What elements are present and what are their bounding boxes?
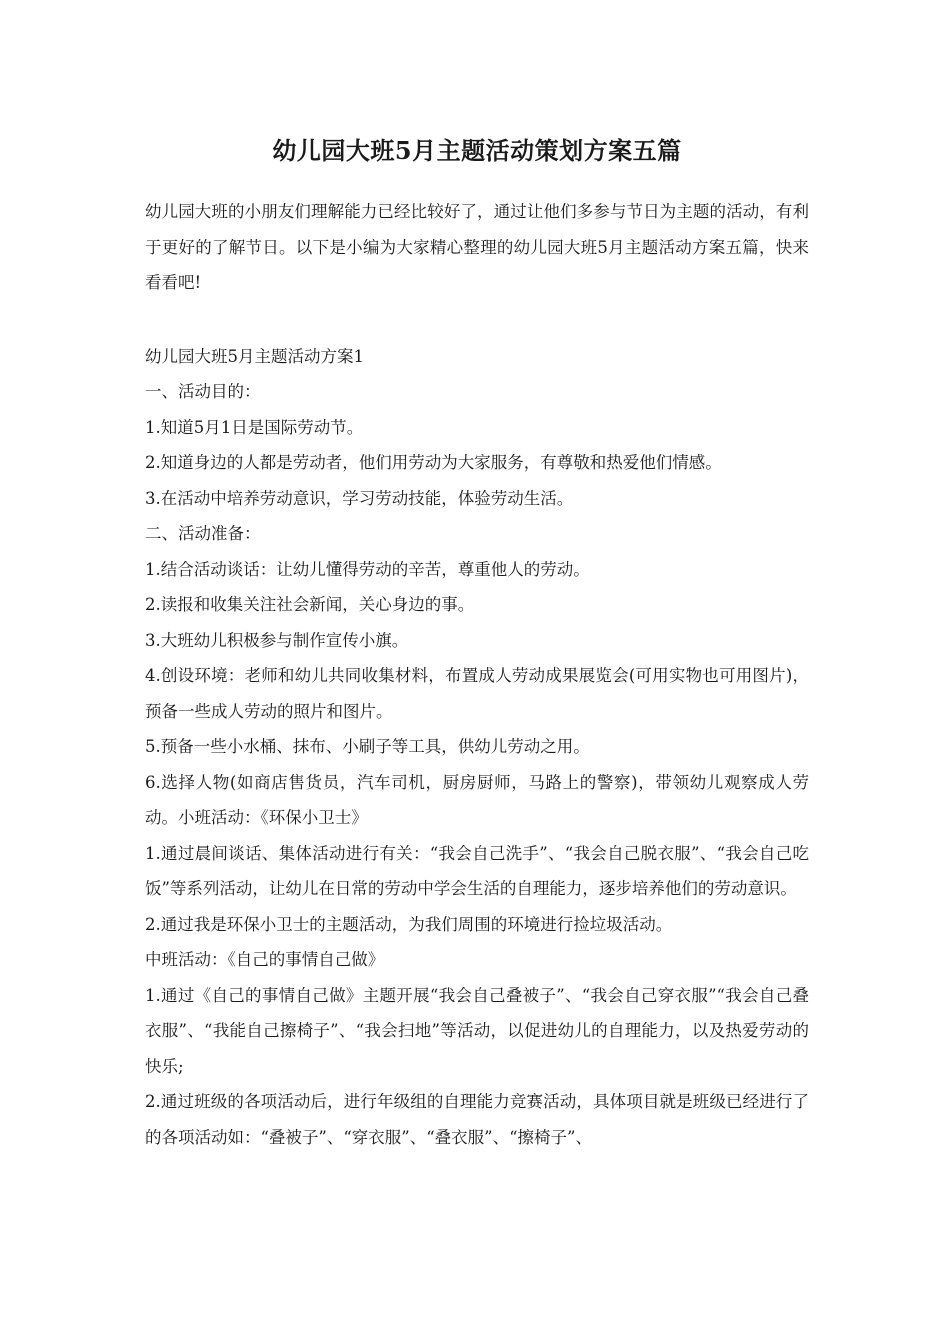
subheading-middle-class: 中班活动：《自己的事情自己做》 <box>145 950 385 969</box>
list-item: 2.通过班级的各项活动后，进行年级组的自理能力竞赛活动，具体项目就是班级已经进行了的各项活动如：“叠被子”、“穿衣服”、“叠衣服”、“擦椅子”、 <box>145 1092 809 1147</box>
list-item: 4.创设环境：老师和幼儿共同收集材料，布置成人劳动成果展览会(可用实物也可用图片)，预备一些成人劳动的照片和图片。 <box>145 666 809 721</box>
subheading-preparation: 二、活动准备： <box>145 524 261 543</box>
subheading-purpose: 一、活动目的： <box>145 382 261 401</box>
list-item: 6.选择人物(如商店售货员，汽车司机，厨房厨师，马路上的警察)，带领幼儿观察成人劳动。小班活动：《环保小卫士》 <box>145 772 809 827</box>
intro-paragraph: 幼儿园大班的小朋友们理解能力已经比较好了，通过让他们多参与节日为主题的活动，有利于更好的了解节日。以下是小编为大家精心整理的幼儿园大班5月主题活动方案五篇，快来看看吧! <box>145 202 809 292</box>
document-page <box>145 120 809 1155</box>
list-item: 1.结合活动谈话：让幼儿懂得劳动的辛苦，尊重他人的劳动。 <box>145 559 590 579</box>
list-item: 1.知道5月1日是国际劳动节。 <box>145 417 364 437</box>
list-item: 2.知道身边的人都是劳动者，他们用劳动为大家服务，有尊敬和热爱他们情感。 <box>145 453 722 472</box>
list-item: 5.预备一些小水桶、抹布、小刷子等工具，供幼儿劳动之用。 <box>145 737 590 756</box>
list-item: 3.大班幼儿积极参与制作宣传小旗。 <box>145 630 409 650</box>
list-item: 3.在活动中培养劳动意识，学习劳动技能，体验劳动生活。 <box>145 488 574 508</box>
list-item: 1.通过《自己的事情自己做》主题开展“我会自己叠被子”、“我会自己穿衣服”“我会自己叠衣服”、“我能自己擦椅子”、“我会扫地”等活动，以促进幼儿的自理能力，以及热爱劳动的快乐; <box>145 985 809 1076</box>
list-item: 2.通过我是环保小卫士的主题活动，为我们周围的环境进行捡垃圾活动。 <box>145 914 673 934</box>
document-title: 幼儿园大班5月主题活动策划方案五篇 <box>272 136 682 165</box>
list-item: 1.通过晨间谈话、集体活动进行有关：“我会自己洗手”、“我会自己脱衣服”、“我会自己吃饭”等系列活动，让幼儿在日常的劳动中学会生活的自理能力，逐步培养他们的劳动意识。 <box>145 843 809 898</box>
section-heading: 幼儿园大班5月主题活动方案1 <box>145 346 364 366</box>
list-item: 2.读报和收集关注社会新闻，关心身边的事。 <box>145 595 475 614</box>
